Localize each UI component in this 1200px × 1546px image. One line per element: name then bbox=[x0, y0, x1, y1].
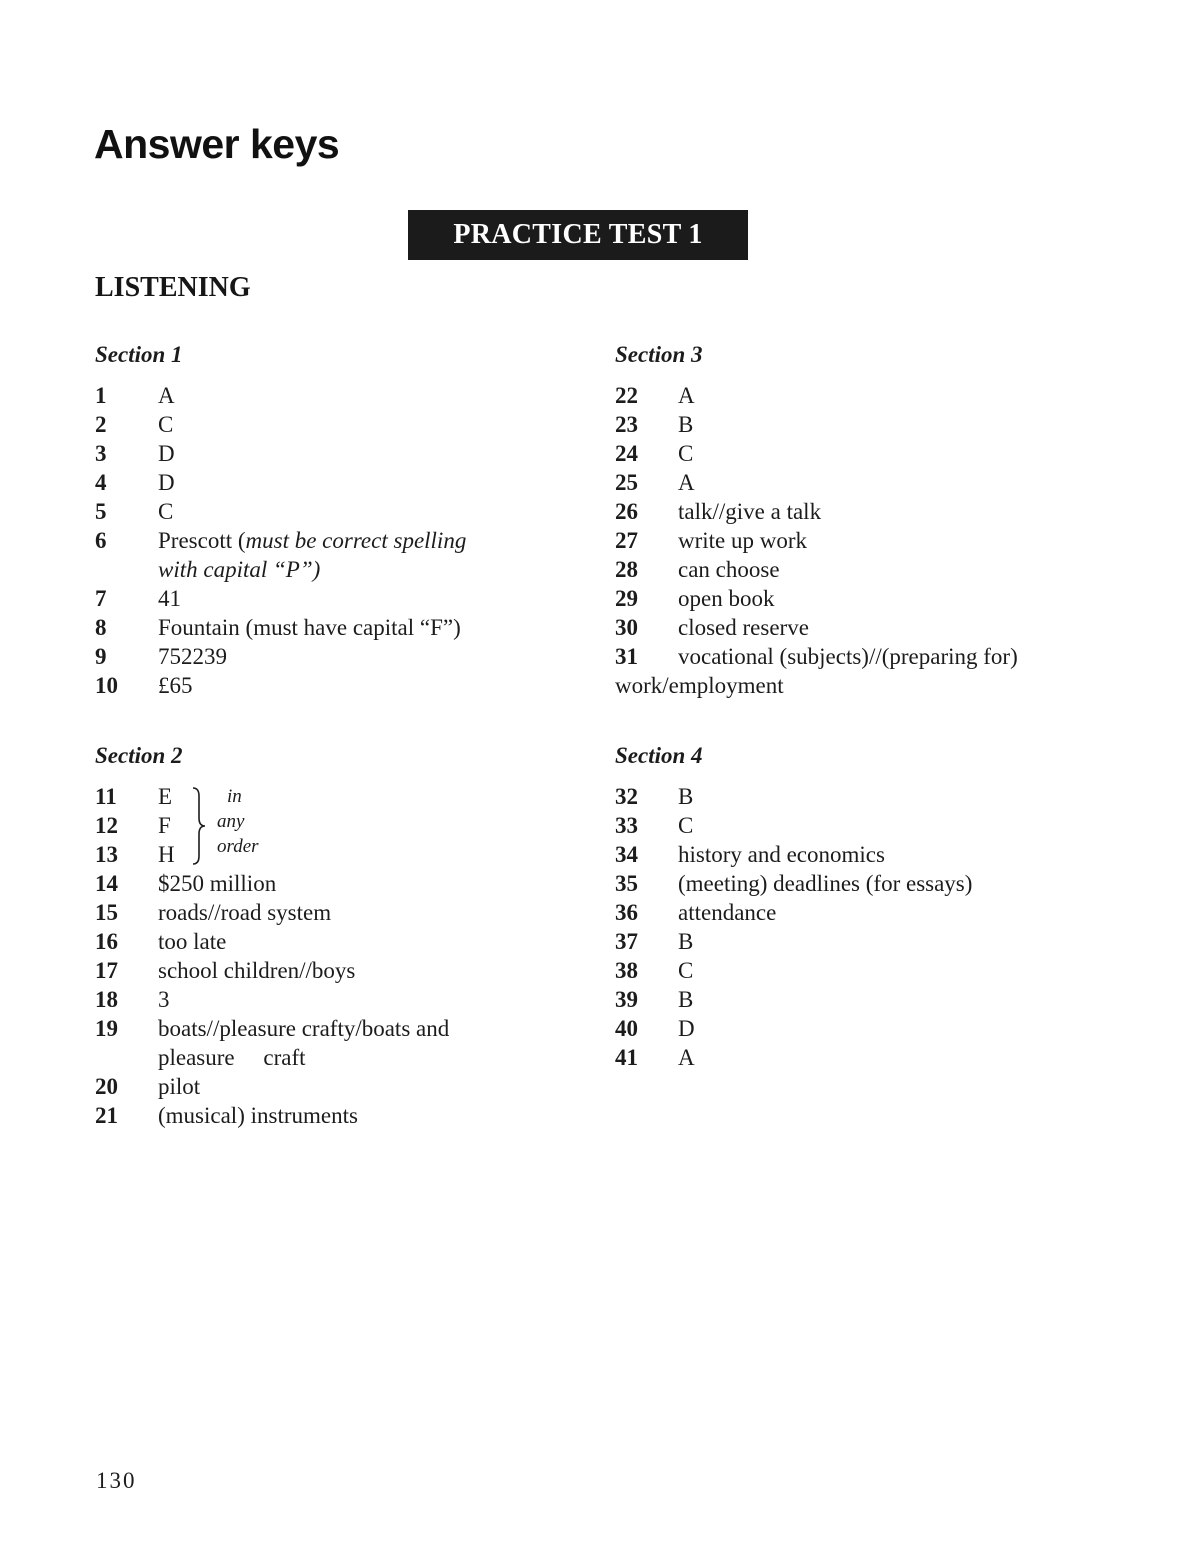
answer-row bbox=[95, 840, 535, 869]
answer-number: 7 bbox=[95, 586, 107, 611]
answer-row bbox=[95, 381, 535, 410]
answer-row bbox=[95, 927, 535, 956]
answer-number: 11 bbox=[95, 784, 117, 809]
answer-row bbox=[95, 410, 535, 439]
answer-text-main: Prescott ( bbox=[158, 528, 246, 553]
answer-row bbox=[95, 898, 535, 927]
answer-text: A bbox=[678, 1045, 695, 1070]
answer-number: 9 bbox=[95, 644, 107, 669]
answer-text: D bbox=[158, 441, 175, 466]
answer-row bbox=[615, 642, 1115, 671]
answer-number: 24 bbox=[615, 441, 638, 466]
answer-row bbox=[95, 613, 535, 642]
answer-row bbox=[95, 584, 535, 613]
answer-note-continued: with capital “P”) bbox=[158, 557, 321, 582]
answer-text: (musical) instruments bbox=[158, 1103, 358, 1128]
section-4-title: Section 4 bbox=[615, 743, 703, 768]
answer-row bbox=[95, 526, 535, 584]
answer-row bbox=[615, 526, 1115, 555]
answer-row bbox=[615, 555, 1115, 584]
answer-text: A bbox=[158, 383, 175, 408]
answer-number: 16 bbox=[95, 929, 118, 954]
answer-number: 3 bbox=[95, 441, 107, 466]
answer-number: 17 bbox=[95, 958, 118, 983]
answer-text: C bbox=[678, 441, 694, 466]
answer-text: closed reserve bbox=[678, 615, 809, 640]
answer-row bbox=[615, 584, 1115, 613]
answer-text: history and economics bbox=[678, 842, 885, 867]
section-2-block bbox=[95, 741, 535, 1130]
answer-number: 12 bbox=[95, 813, 118, 838]
answer-text: C bbox=[158, 499, 174, 524]
answer-number: 13 bbox=[95, 842, 118, 867]
answer-number: 35 bbox=[615, 871, 638, 896]
section-1-title: Section 1 bbox=[95, 342, 183, 367]
note-line: in bbox=[227, 786, 242, 807]
answer-number: 27 bbox=[615, 528, 638, 553]
answer-text: talk//give a talk bbox=[678, 499, 822, 524]
section-3-title: Section 3 bbox=[615, 342, 703, 367]
answer-row bbox=[615, 782, 1115, 811]
answer-number: 28 bbox=[615, 557, 638, 582]
answer-text: 3 bbox=[158, 987, 170, 1012]
answer-text bbox=[158, 526, 535, 584]
answer-text-continued: pleasure craft bbox=[158, 1045, 306, 1070]
answer-number: 5 bbox=[95, 499, 107, 524]
answer-text: C bbox=[678, 813, 694, 838]
section-4-answers bbox=[615, 782, 1115, 1072]
answer-text: £65 bbox=[158, 673, 193, 698]
answer-number: 15 bbox=[95, 900, 118, 925]
answer-text: vocational (subjects)//(preparing for) bbox=[678, 644, 1018, 669]
answer-number: 39 bbox=[615, 987, 638, 1012]
page-number: 130 bbox=[96, 1468, 137, 1493]
section-3-answers bbox=[615, 381, 1115, 671]
answer-text: C bbox=[158, 412, 174, 437]
any-order-note bbox=[217, 784, 259, 859]
answer-text: A bbox=[678, 470, 695, 495]
answer-number: 20 bbox=[95, 1074, 118, 1099]
answer-row bbox=[95, 782, 535, 811]
answer-number: 30 bbox=[615, 615, 638, 640]
answer-text: E bbox=[158, 784, 173, 809]
answer-number: 4 bbox=[95, 470, 107, 495]
answer-row bbox=[95, 1101, 535, 1130]
answer-number: 21 bbox=[95, 1103, 118, 1128]
answer-number: 22 bbox=[615, 383, 638, 408]
answer-text: school children//boys bbox=[158, 958, 356, 983]
section-2-answers bbox=[95, 782, 535, 1130]
answer-row bbox=[615, 840, 1115, 869]
answer-row bbox=[95, 1072, 535, 1101]
answer-text: roads//road system bbox=[158, 900, 332, 925]
answer-row bbox=[95, 869, 535, 898]
section-4-block bbox=[615, 741, 1115, 1072]
answer-row bbox=[615, 439, 1115, 468]
practice-test-banner: PRACTICE TEST 1 bbox=[408, 210, 748, 260]
answer-row bbox=[615, 869, 1115, 898]
note-line: order bbox=[217, 836, 259, 857]
answer-note: must be correct spelling bbox=[245, 528, 467, 553]
answer-row bbox=[615, 956, 1115, 985]
answer-row bbox=[615, 381, 1115, 410]
answer-text: $250 million bbox=[158, 871, 277, 896]
section-2-title: Section 2 bbox=[95, 743, 183, 768]
section-3-block bbox=[615, 340, 1115, 700]
answer-number: 38 bbox=[615, 958, 638, 983]
page-title: Answer keys bbox=[94, 121, 340, 167]
answer-text: D bbox=[678, 1016, 695, 1041]
section-1-block bbox=[95, 340, 535, 700]
answer-number: 37 bbox=[615, 929, 638, 954]
answer-text: B bbox=[678, 929, 694, 954]
answer-number: 10 bbox=[95, 673, 118, 698]
answer-text: open book bbox=[678, 586, 775, 611]
answer-number: 8 bbox=[95, 615, 107, 640]
answer-number: 29 bbox=[615, 586, 638, 611]
answer-text: C bbox=[678, 958, 694, 983]
answer-text bbox=[158, 1014, 535, 1072]
answer-number: 1 bbox=[95, 383, 107, 408]
answer-text: B bbox=[678, 412, 694, 437]
answer-row bbox=[615, 468, 1115, 497]
answer-text-main: boats//pleasure crafty/boats and bbox=[158, 1016, 450, 1041]
answer-row bbox=[615, 1014, 1115, 1043]
answer-number: 6 bbox=[95, 528, 107, 553]
answer-number: 18 bbox=[95, 987, 118, 1012]
answer-number: 36 bbox=[615, 900, 638, 925]
answer-row bbox=[615, 927, 1115, 956]
answer-text-continued: work/employment bbox=[615, 673, 784, 698]
curly-brace-icon bbox=[187, 786, 217, 866]
listening-heading: LISTENING bbox=[95, 272, 251, 303]
answer-text: too late bbox=[158, 929, 227, 954]
answer-number: 40 bbox=[615, 1016, 638, 1041]
answer-text: A bbox=[678, 383, 695, 408]
answer-row bbox=[615, 898, 1115, 927]
section-1-answers bbox=[95, 381, 535, 700]
answer-row bbox=[95, 497, 535, 526]
answer-row bbox=[615, 1043, 1115, 1072]
answer-row bbox=[615, 985, 1115, 1014]
answer-row bbox=[95, 439, 535, 468]
answer-text: B bbox=[678, 987, 694, 1012]
answer-row bbox=[615, 811, 1115, 840]
answer-text: write up work bbox=[678, 528, 808, 553]
answer-row bbox=[615, 410, 1115, 439]
answer-text: Fountain (must have capital “F”) bbox=[158, 615, 461, 640]
answer-row bbox=[95, 985, 535, 1014]
answer-text: attendance bbox=[678, 900, 777, 925]
answer-text: 41 bbox=[158, 586, 181, 611]
answer-row bbox=[95, 811, 535, 840]
answer-row bbox=[615, 497, 1115, 526]
answer-text: D bbox=[158, 470, 175, 495]
answer-text: H bbox=[158, 842, 175, 867]
answer-row bbox=[95, 642, 535, 671]
answer-text: (meeting) deadlines (for essays) bbox=[678, 871, 973, 896]
answer-number: 32 bbox=[615, 784, 638, 809]
note-line: any bbox=[217, 811, 245, 832]
answer-row bbox=[95, 956, 535, 985]
answer-number: 19 bbox=[95, 1016, 118, 1041]
answer-number: 26 bbox=[615, 499, 638, 524]
answer-number: 31 bbox=[615, 644, 638, 669]
answer-number: 14 bbox=[95, 871, 118, 896]
answer-number: 25 bbox=[615, 470, 638, 495]
answer-text: F bbox=[158, 813, 171, 838]
answer-number: 41 bbox=[615, 1045, 638, 1070]
answer-number: 23 bbox=[615, 412, 638, 437]
answer-number: 2 bbox=[95, 412, 107, 437]
answer-row bbox=[615, 613, 1115, 642]
answer-text: 752239 bbox=[158, 644, 227, 669]
answer-text: can choose bbox=[678, 557, 780, 582]
answer-text: pilot bbox=[158, 1074, 201, 1099]
answer-number: 33 bbox=[615, 813, 638, 838]
answer-row bbox=[95, 1014, 535, 1072]
answer-row bbox=[95, 468, 535, 497]
answer-number: 34 bbox=[615, 842, 638, 867]
answer-row bbox=[95, 671, 535, 700]
answer-text: B bbox=[678, 784, 694, 809]
